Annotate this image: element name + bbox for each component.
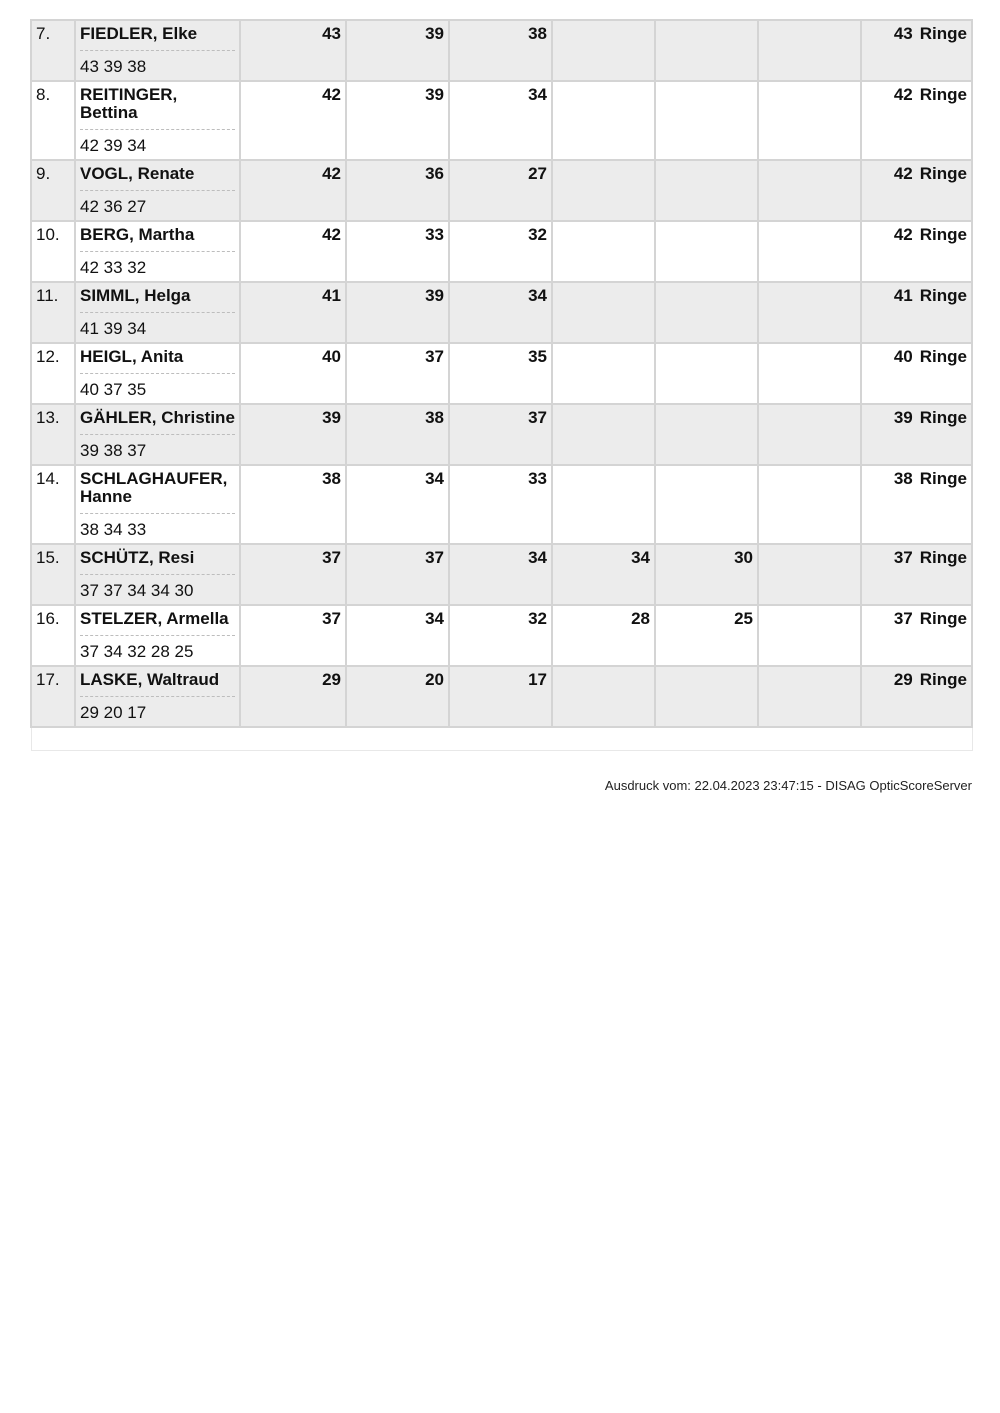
series-scores: 42 39 34 (80, 129, 235, 159)
series-scores: 29 20 17 (80, 696, 235, 726)
score-cell: 38 (449, 20, 552, 81)
total-cell (861, 404, 972, 465)
rank-cell: 17. (31, 666, 75, 727)
total-value: 37 (893, 609, 913, 628)
total-value: 43 (893, 24, 913, 43)
series-scores: 43 39 38 (80, 50, 235, 80)
score-cell: 42 (240, 221, 346, 282)
rank-cell: 12. (31, 343, 75, 404)
total-unit: Ringe (919, 225, 967, 244)
score-cell: 37 (449, 404, 552, 465)
table-row (31, 605, 972, 666)
shooter-cell (75, 20, 240, 81)
score-cell: 37 (346, 343, 449, 404)
score-cell: 36 (346, 160, 449, 221)
total-cell (861, 605, 972, 666)
score-cell: 28 (552, 605, 655, 666)
score-cell: 34 (552, 544, 655, 605)
score-cell (552, 160, 655, 221)
score-cell: 33 (346, 221, 449, 282)
shooter-cell (75, 221, 240, 282)
shooter-name: LASKE, Waltraud (80, 670, 220, 689)
score-cell (655, 221, 758, 282)
rank-cell: 13. (31, 404, 75, 465)
rank-cell: 9. (31, 160, 75, 221)
score-cell: 17 (449, 666, 552, 727)
score-cell (655, 160, 758, 221)
score-cell: 39 (346, 282, 449, 343)
score-cell: 20 (346, 666, 449, 727)
total-cell (861, 666, 972, 727)
total-value: 39 (893, 408, 913, 427)
series-scores: 42 36 27 (80, 190, 235, 220)
series-scores: 37 34 32 28 25 (80, 635, 235, 665)
total-value: 42 (893, 85, 913, 104)
total-cell (861, 81, 972, 160)
score-cell: 37 (240, 544, 346, 605)
score-cell (758, 160, 861, 221)
rank-cell: 15. (31, 544, 75, 605)
score-cell: 41 (240, 282, 346, 343)
score-cell (552, 343, 655, 404)
score-cell: 32 (449, 221, 552, 282)
score-cell (552, 20, 655, 81)
shooter-cell (75, 605, 240, 666)
score-cell: 29 (240, 666, 346, 727)
score-cell: 39 (346, 20, 449, 81)
score-cell (655, 282, 758, 343)
score-cell (758, 81, 861, 160)
table-row (31, 404, 972, 465)
shooter-name: REITINGER, Bettina (80, 85, 178, 122)
total-unit: Ringe (919, 286, 967, 305)
score-cell: 39 (346, 81, 449, 160)
shooter-name: BERG, Martha (80, 225, 195, 244)
score-cell (552, 282, 655, 343)
score-cell: 27 (449, 160, 552, 221)
shooter-name: GÄHLER, Christine (80, 408, 235, 427)
score-cell: 34 (346, 605, 449, 666)
table-row (31, 221, 972, 282)
score-cell: 38 (346, 404, 449, 465)
shooter-cell (75, 666, 240, 727)
score-cell (758, 544, 861, 605)
rank-cell: 14. (31, 465, 75, 544)
table-row (31, 282, 972, 343)
total-unit: Ringe (919, 24, 967, 43)
score-cell (552, 81, 655, 160)
score-cell: 33 (449, 465, 552, 544)
score-cell (758, 404, 861, 465)
score-cell (758, 666, 861, 727)
table-row (31, 20, 972, 81)
shooter-cell (75, 282, 240, 343)
score-cell: 37 (346, 544, 449, 605)
rank-cell: 8. (31, 81, 75, 160)
total-cell (861, 544, 972, 605)
score-cell (655, 343, 758, 404)
score-cell: 32 (449, 605, 552, 666)
score-cell (655, 465, 758, 544)
total-cell (861, 221, 972, 282)
table-row (31, 666, 972, 727)
series-scores: 42 33 32 (80, 251, 235, 281)
shooter-cell (75, 404, 240, 465)
total-value: 40 (893, 347, 913, 366)
total-unit: Ringe (919, 164, 967, 183)
score-cell: 37 (240, 605, 346, 666)
total-cell (861, 282, 972, 343)
total-unit: Ringe (919, 347, 967, 366)
series-scores: 38 34 33 (80, 513, 235, 543)
total-value: 42 (893, 164, 913, 183)
series-scores: 39 38 37 (80, 434, 235, 464)
table-row (31, 465, 972, 544)
table-footer-row (31, 727, 972, 751)
score-cell (552, 404, 655, 465)
shooter-cell (75, 465, 240, 544)
series-scores: 41 39 34 (80, 312, 235, 342)
series-scores: 37 37 34 34 30 (80, 574, 235, 604)
score-cell (758, 605, 861, 666)
score-cell (655, 20, 758, 81)
total-value: 42 (893, 225, 913, 244)
score-cell (758, 343, 861, 404)
score-cell: 38 (240, 465, 346, 544)
rank-cell: 10. (31, 221, 75, 282)
table-footer-cell (31, 727, 972, 751)
score-cell (758, 20, 861, 81)
table-row (31, 544, 972, 605)
total-value: 41 (893, 286, 913, 305)
print-timestamp: Ausdruck vom: 22.04.2023 23:47:15 - DISAG OpticScoreServer (604, 778, 972, 793)
score-cell: 35 (449, 343, 552, 404)
shooter-cell (75, 81, 240, 160)
results-table-body (31, 20, 972, 751)
results-table (30, 19, 973, 751)
total-value: 37 (893, 548, 913, 567)
score-cell (655, 81, 758, 160)
total-unit: Ringe (919, 670, 967, 689)
shooter-name: SCHÜTZ, Resi (80, 548, 195, 567)
rank-cell: 11. (31, 282, 75, 343)
shooter-name: SIMML, Helga (80, 286, 191, 305)
score-cell: 34 (346, 465, 449, 544)
total-value: 29 (893, 670, 913, 689)
total-cell (861, 343, 972, 404)
score-cell (655, 404, 758, 465)
score-cell: 25 (655, 605, 758, 666)
total-unit: Ringe (919, 85, 967, 104)
total-cell (861, 20, 972, 81)
series-scores: 40 37 35 (80, 373, 235, 403)
score-cell: 43 (240, 20, 346, 81)
score-cell: 40 (240, 343, 346, 404)
shooter-cell (75, 160, 240, 221)
score-cell (758, 282, 861, 343)
score-cell: 42 (240, 81, 346, 160)
total-unit: Ringe (919, 548, 967, 567)
total-unit: Ringe (919, 408, 967, 427)
score-cell: 39 (240, 404, 346, 465)
score-cell: 34 (449, 544, 552, 605)
total-cell (861, 465, 972, 544)
rank-cell: 16. (31, 605, 75, 666)
score-cell (655, 666, 758, 727)
shooter-name: VOGL, Renate (80, 164, 195, 183)
shooter-cell (75, 343, 240, 404)
score-cell: 30 (655, 544, 758, 605)
total-value: 38 (893, 469, 913, 488)
score-cell (552, 221, 655, 282)
total-unit: Ringe (919, 469, 967, 488)
score-cell (758, 221, 861, 282)
score-cell: 42 (240, 160, 346, 221)
table-row (31, 160, 972, 221)
score-cell (552, 666, 655, 727)
score-cell (552, 465, 655, 544)
table-row (31, 81, 972, 160)
shooter-name: STELZER, Armella (80, 609, 229, 628)
shooter-name: FIEDLER, Elke (80, 24, 198, 43)
shooter-name: SCHLAGHAUFER, Hanne (80, 469, 228, 506)
score-cell: 34 (449, 81, 552, 160)
rank-cell: 7. (31, 20, 75, 81)
total-unit: Ringe (919, 609, 967, 628)
total-cell (861, 160, 972, 221)
score-cell (758, 465, 861, 544)
shooter-cell (75, 544, 240, 605)
score-cell: 34 (449, 282, 552, 343)
table-row (31, 343, 972, 404)
shooter-name: HEIGL, Anita (80, 347, 184, 366)
